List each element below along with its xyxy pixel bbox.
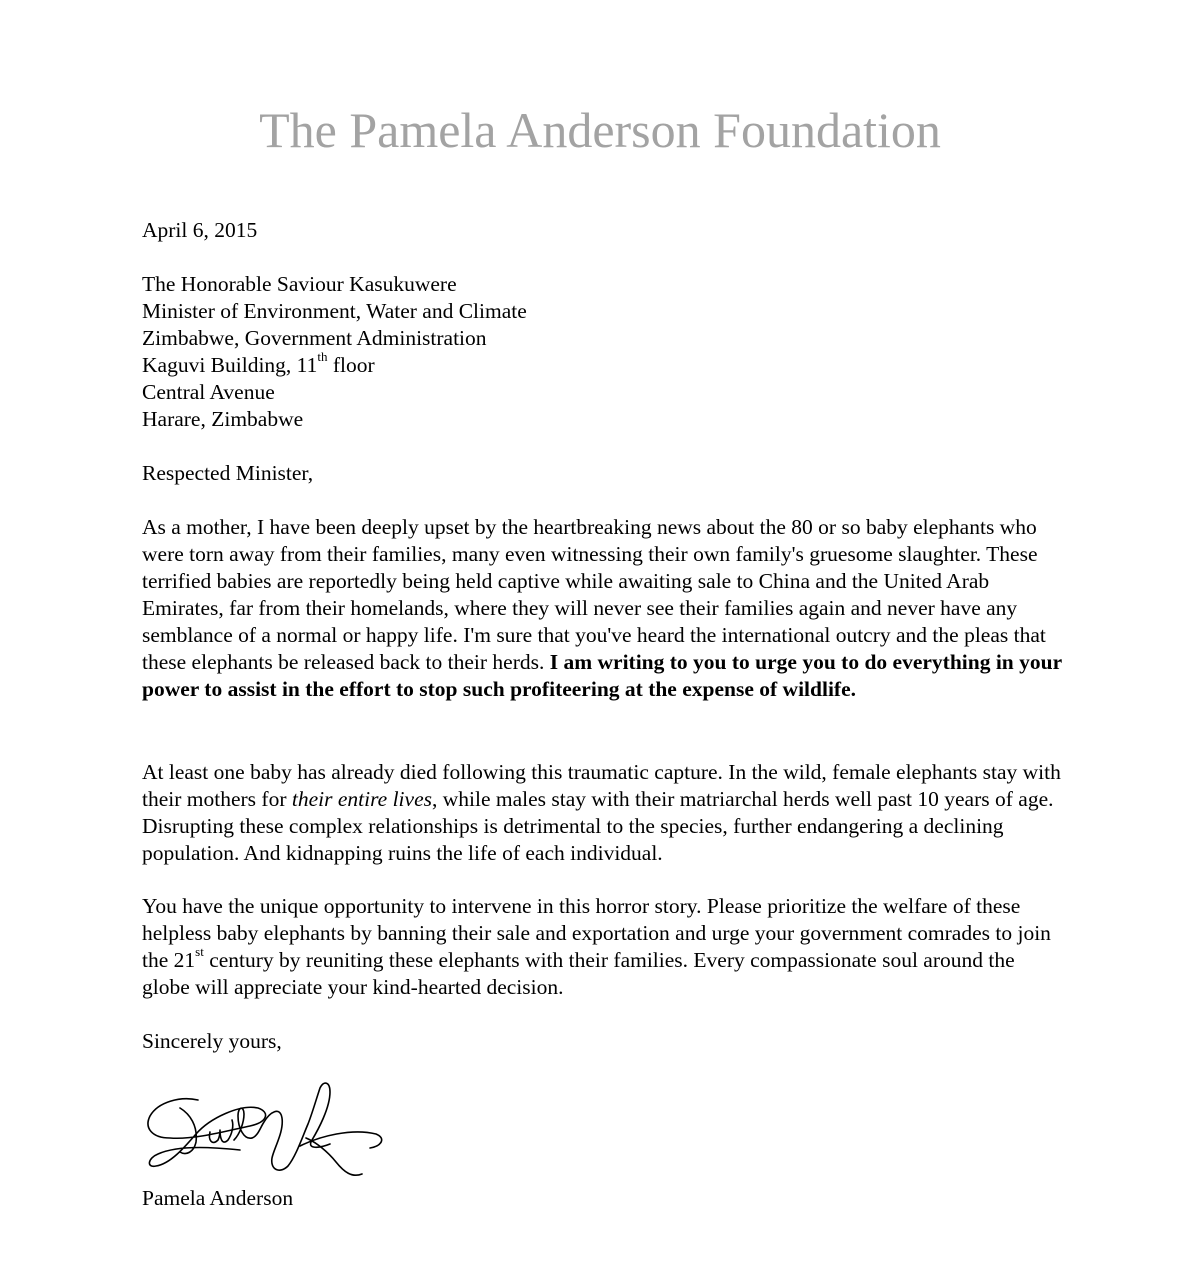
recipient-title: Minister of Environment, Water and Climate [142,299,527,323]
paragraph-2-text-start: At least one baby has already died following this traumatic capture. In the wild, female elephants stay with their mothers for [142,760,1061,811]
signer-name: Pamela Anderson [142,1186,294,1210]
paragraph-2-italic-emphasis: their entire lives [291,787,432,811]
recipient-city: Harare, Zimbabwe [142,407,304,431]
paragraph-1-bold-request: I am writing to you to urge you to do everything in your power to assist in the effort to stop such profiteering at the expense of wildlife. [142,650,1062,701]
century-ordinal-suffix: st [195,943,204,959]
letterhead-title: The Pamela Anderson Foundation [259,102,941,158]
handwritten-signature [140,1078,390,1183]
recipient-building [142,348,1062,379]
building-text: Kaguvi Building, 11 [142,353,318,377]
paragraph-1-text: As a mother, I have been deeply upset by the heartbreaking news about the 80 or so baby elephants who were torn away from their families, many even witnessing their own family's gruesome slaughter. These terrified babies are reportedly being held captive while awaiting sale to China and the United Arab Emirates, far from their homelands, where they will never see their families again and never have any semblance of a normal or happy life. I'm sure that you've heard the international outcry and the pleas that these elephants be released back to their herds. [142,515,1046,674]
paragraph-2 [142,759,1062,867]
recipient-department: Zimbabwe, Government Administration [142,326,487,350]
building-floor-text: floor [327,353,375,377]
letter-date: April 6, 2015 [142,218,258,242]
recipient-address [142,271,1062,433]
recipient-name: The Honorable Saviour Kasukuwere [142,272,457,296]
closing: Sincerely yours, [142,1029,282,1053]
paragraph-2-text-end: , while males stay with their matriarchal herds well past 10 years of age. Disrupting these complex relationships is detrimental to the species, further endangering a declining population. And kidnapping ruins the life of each individual. [142,787,1054,865]
paragraph-3-text-end: century by reuniting these elephants with their families. Every compassionate soul around the globe will appreciate your kind-hearted decision. [142,948,1015,999]
recipient-street: Central Avenue [142,380,275,404]
paragraph-3-text-start: You have the unique opportunity to intervene in this horror story. Please prioritize the welfare of these helpless baby elephants by banning their sale and exportation and urge your government comrades to join the 21 [142,894,1051,972]
salutation: Respected Minister, [142,461,314,485]
paragraph-1 [142,514,1062,703]
paragraph-3 [142,893,1062,1001]
building-ordinal-suffix: th [317,348,328,364]
